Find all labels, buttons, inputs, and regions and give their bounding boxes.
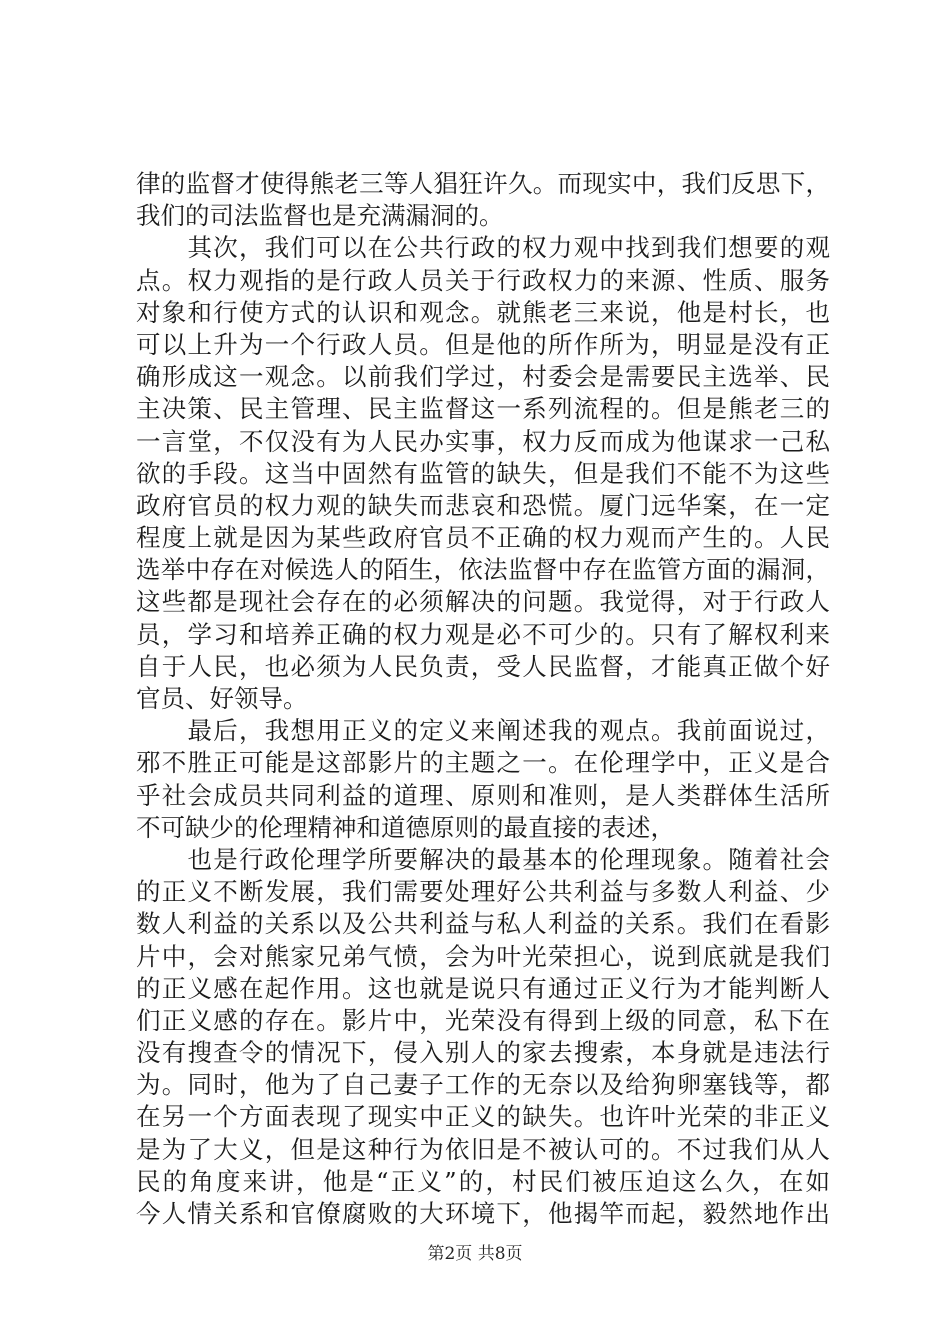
text-line: 邪不胜正可能是这部影片的主题之一。在伦理学中，正义是合: [136, 748, 830, 778]
text-line: 数人利益的关系以及公共利益与私人利益的关系。我们在看影: [136, 909, 830, 939]
text-line: 今人情关系和官僚腐败的大环境下，他揭竿而起，毅然地作出: [136, 1199, 830, 1228]
text-line: 是为了大义，但是这种行为依旧是不被认可的。不过我们从人: [136, 1134, 830, 1164]
text-line: 为。同时，他为了自己妻子工作的无奈以及给狗卵塞钱等，都: [136, 1070, 830, 1100]
text-line: 对象和行使方式的认识和观念。就熊老三来说，他是村长，也: [136, 297, 830, 327]
text-line: 主决策、民主管理、民主监督这一系列流程的。但是熊老三的: [136, 394, 830, 424]
text-line: 程度上就是因为某些政府官员不正确的权力观而产生的。人民: [136, 523, 830, 553]
text-line: 选举中存在对候选人的陌生，依法监督中存在监管方面的漏洞，: [136, 555, 830, 585]
text-line: 官员、好领导。: [136, 684, 308, 713]
text-line: 其次，我们可以在公共行政的权力观中找到我们想要的观: [136, 233, 830, 263]
text-line: 最后，我想用正义的定义来阐述我的观点。我前面说过，: [136, 716, 830, 746]
body-text: [136, 168, 830, 1230]
text-line: 在另一个方面表现了现实中正义的缺失。也许叶光荣的非正义: [136, 1102, 830, 1132]
text-line: 民的角度来讲，他是“正义”的，村民们被压迫这么久，在如: [136, 1166, 830, 1196]
text-line: 不可缺少的伦理精神和道德原则的最直接的表述，: [136, 812, 675, 842]
text-line: 的正义感在起作用。这也就是说只有通过正义行为才能判断人: [136, 973, 830, 1003]
text-line: 也是行政伦理学所要解决的最基本的伦理现象。随着社会: [136, 844, 830, 874]
text-line: 一言堂，不仅没有为人民办实事，权力反而成为他谋求一己私: [136, 426, 830, 456]
text-line: 片中，会对熊家兄弟气愤，会为叶光荣担心，说到底就是我们: [136, 941, 830, 971]
text-line: 们正义感的存在。影片中，光荣没有得到上级的同意，私下在: [136, 1005, 830, 1035]
text-line: 欲的手段。这当中固然有监管的缺失，但是我们不能不为这些: [136, 458, 830, 488]
text-line: 这些都是现社会存在的必须解决的问题。我觉得，对于行政人: [136, 587, 830, 617]
text-line: 确形成这一观念。以前我们学过，村委会是需要民主选举、民: [136, 362, 830, 392]
text-line: 自于人民，也必须为人民负责，受人民监督，才能真正做个好: [136, 651, 830, 681]
text-line: 的正义不断发展，我们需要处理好公共利益与多数人利益、少: [136, 877, 830, 907]
text-line: 乎社会成员共同利益的道理、原则和准则，是人类群体生活所: [136, 780, 830, 810]
text-line: 政府官员的权力观的缺失而悲哀和恐慌。厦门远华案，在一定: [136, 490, 830, 520]
page-number-footer: 第2页 共8页: [427, 1244, 523, 1264]
text-line: 可以上升为一个行政人员。但是他的所作所为，明显是没有正: [136, 329, 830, 359]
text-line: 没有搜查令的情况下，侵入别人的家去搜索，本身就是违法行: [136, 1038, 830, 1068]
text-line: 点。权力观指的是行政人员关于行政权力的来源、性质、服务: [136, 265, 830, 295]
text-line: 员，学习和培养正确的权力观是必不可少的。只有了解权利来: [136, 619, 830, 649]
text-line: 律的监督才使得熊老三等人猖狂许久。而现实中，我们反思下，: [136, 169, 830, 198]
text-line: 我们的司法监督也是充满漏洞的。: [136, 201, 504, 231]
